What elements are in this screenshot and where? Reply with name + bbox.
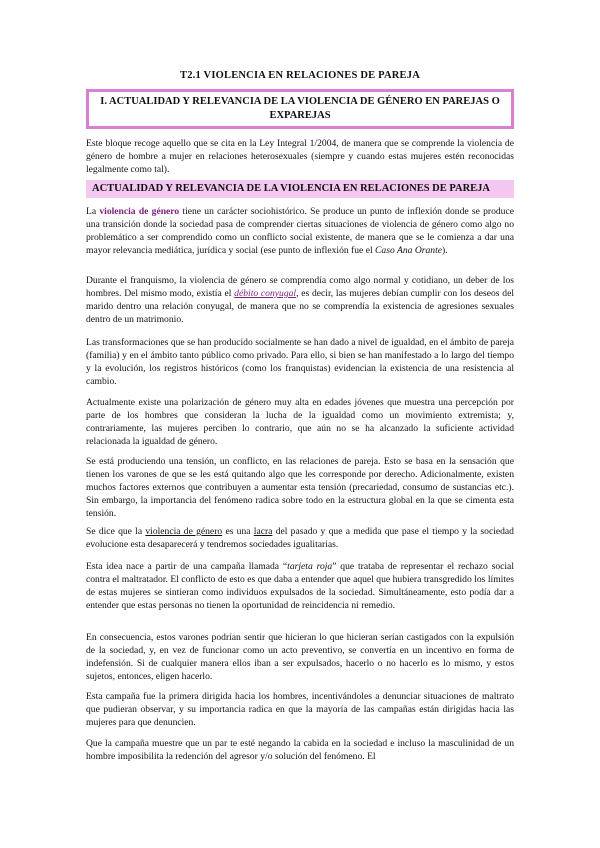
p6-text-c: es una [222,526,254,537]
p7-text-a: Esta idea nace a partir de una campaña llamada “ [86,561,288,572]
paragraph-8: En consecuencia, estos varones podrían sentir que hicieran lo que hicieran serían castigados con la expulsión de la sociedad, y, en vez de funcionar como un acto preventivo, se convertía en un incentivo en forma de indefensión. Si de cualquier manera ellos iban a ser expulsados, hacerlo o no hacerlo es lo mismo, y estos sujetos, entonces, eligen hacerlo. [86,632,514,682]
p6-text-a: Se dice que la [86,526,146,537]
lacra-underlined: lacra [253,526,273,537]
p1-text-c: tiene un carácter sociohistórico. Se produce un punto de inflexión donde se produce una transición donde la sociedad pasa de comprender ciertas situaciones de violencia de género como algo no problemático a ser comprendido como un conflicto social existente, de manera que se le comienza a dar una mayor relevancia mediática, jurídica y social (ese punto de inflexión fue el [86,206,514,256]
p2-text-a: Durante el franquismo, la violencia de género se comprendía como algo normal y cotidiano, un deber de los hombres. Del mismo modo, existía el [86,275,514,299]
p7-text-c: ” que trataba de representar el rechazo social contra el maltratador. El conflicto de esto es que daba a entender que aquel que hubiera transgredido los límites de estas mujeres se sintieran como individuos expulsados de la sociedad. Simultáneamente, esto podía dar a entender que estas personas no tienen la oportunidad de reincidencia ni remedio. [86,561,514,611]
paragraph-2 [86,274,514,326]
paragraph-5: Se está produciendo una tensión, un conflicto, en las relaciones de pareja. Esto se basa en la sensación que tienen los varones de que se les está quitando algo que les corresponde por derecho. Adicionalmente, existen muchos factores externos que contribuyen a aumentar esta tensión (precariedad, consumo de sustancias etc.). Sin embargo, la importancia del fenómeno radica sobre todo en la estructura global en la que se cimenta esta tensión. [86,456,514,519]
highlight-violencia-de-genero: violencia de género [99,206,180,217]
intro-paragraph: Este bloque recoge aquello que se cita en la Ley Integral 1/2004, de manera que se comprende la violencia de género de hombre a mujer en relaciones heterosexuales (siempre y cuando estas mujeres estén reconocidas legalmente como tal). [86,138,514,175]
subheading: ACTUALIDAD Y RELEVANCIA DE LA VIOLENCIA EN RELACIONES DE PAREJA [86,180,514,198]
paragraph-3: Las transformaciones que se han producido socialmente se han dado a nivel de igualdad, en el ámbito de pareja (familia) y en el ámbito tanto público como privado. Para ello, si bien se han manifestado a lo largo del tiempo y la evolución, los registros históricos (como los franquistas) evidencian la existencia de una resistencia al cambio. [86,337,514,387]
document-title: T2.1 VIOLENCIA EN RELACIONES DE PAREJA [179,70,420,81]
paragraph-6 [86,525,514,551]
p6-text-e: del pasado y que a medida que pase el tiempo y la sociedad evolucione esta desaparecerá y tendremos sociedades igualitarias. [86,526,514,550]
violencia-de-genero-underlined: violencia de género [145,526,223,537]
paragraph-7 [86,560,514,612]
caso-ana-orante: Caso Ana Orante [375,245,443,256]
debito-conyugal: débito conyugal [234,288,297,299]
paragraph-9: Esta campaña fue la primera dirigida hacia los hombres, incentivándoles a denunciar situaciones de maltrato que pudieran observar, y su importancia radica en que la mayoría de las campañas están dirigidas hacia las mujeres para que denuncien. [86,691,514,728]
tarjeta-roja: tarjeta roja [287,561,333,572]
paragraph-4: Actualmente existe una polarización de género muy alta en edades jóvenes que muestra una percepción por parte de los hombres que consideran la lucha de la igualdad como un movimiento extremista; y, contrariamente, las mujeres perciben lo contrario, que aún no se ha alcanzado la suficiente actividad relacionada la igualdad de género. [86,397,514,447]
p1-text-e: ). [442,245,448,256]
section-heading: I. ACTUALIDAD Y RELEVANCIA DE LA VIOLENCIA DE GÉNERO EN PAREJAS O EXPAREJAS [100,96,500,121]
paragraph-10: Que la campaña muestre que un par te esté negando la cabida en la sociedad e incluso la masculinidad de un hombre imposibilita la redención del agresor y/o solución del fenómeno. El [86,738,514,762]
section-heading-box [86,89,514,129]
p2-text-c: , es decir, las mujeres debían cumplir con los deseos del marido dentro una relación conyugal, de manera que no se comprendía la existencia de agresiones sexuales dentro de un matrimonio. [86,288,514,325]
paragraph-1 [86,205,514,257]
p1-text-a: La [86,206,100,217]
